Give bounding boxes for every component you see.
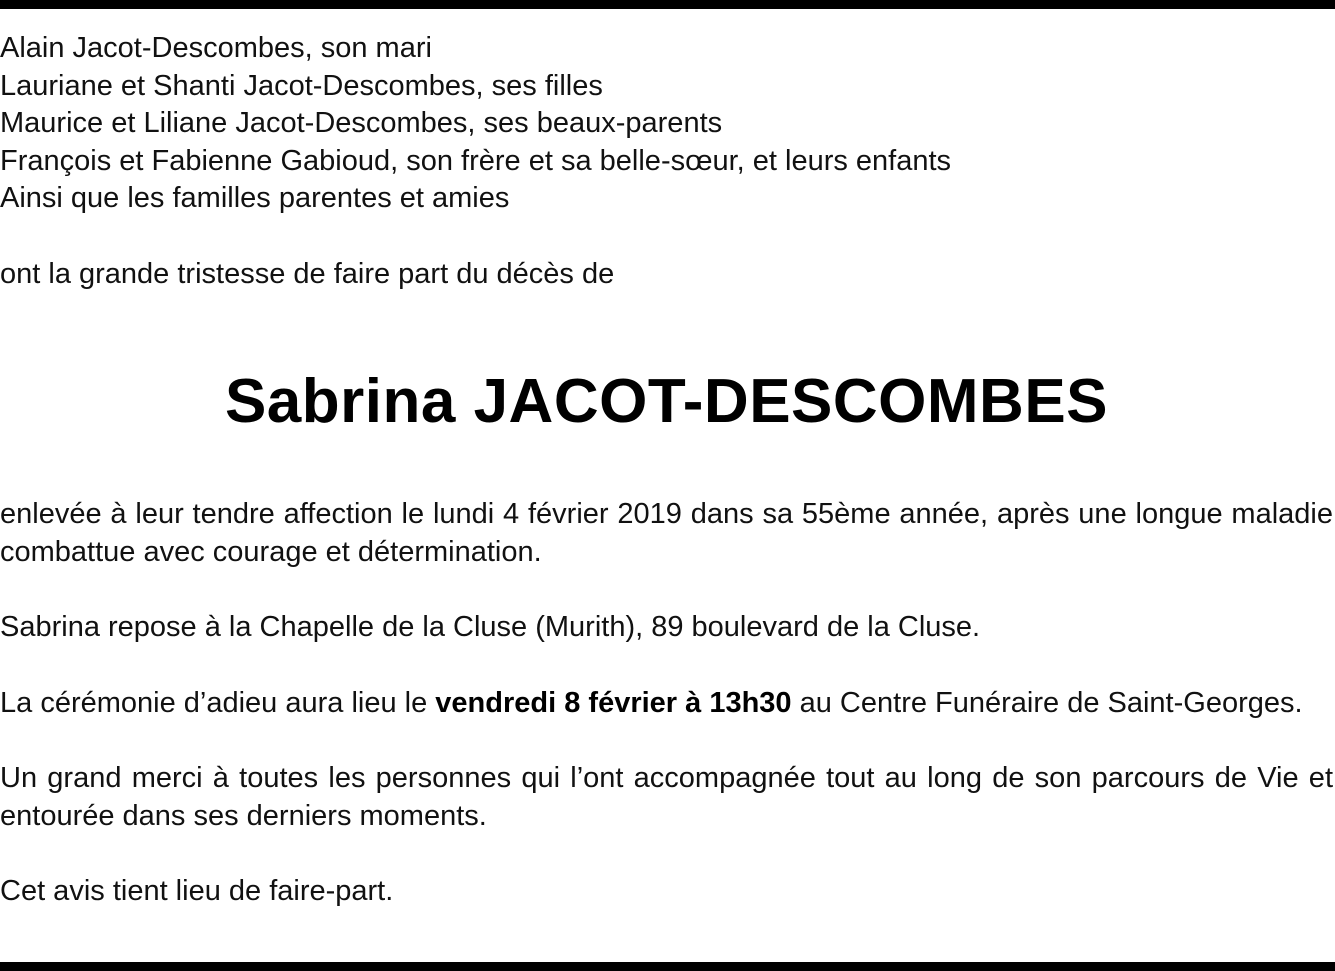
family-line-husband: Alain Jacot-Descombes, son mari — [0, 32, 432, 64]
thanks-paragraph: Un grand merci à toutes les personnes qui l’ont accompagnée tout au long de son parcours de Vie et entourée dans ses derniers moments. — [0, 762, 1333, 832]
family-line-brother: François et Fabienne Gabioud, son frère et sa belle-sœur, et leurs enfants — [0, 144, 952, 177]
bottom-border-rule — [0, 962, 1335, 971]
ceremony-paragraph — [0, 685, 1333, 723]
ceremony-text-after: au Centre Funéraire de Saint-Georges. — [791, 686, 1303, 719]
family-line-parents-in-law: Maurice et Liliane Jacot-Descombes, ses beaux-parents — [0, 107, 723, 139]
deceased-name: Sabrina JACOT-DESCOMBES — [224, 367, 1109, 436]
ceremony-text-before: La cérémonie d’adieu aura lieu le — [0, 686, 436, 719]
closing-line: Cet avis tient lieu de faire-part. — [0, 875, 394, 907]
repose-paragraph: Sabrina repose à la Chapelle de la Cluse (Murith), 89 boulevard de la Cluse. — [0, 611, 981, 643]
family-line-relatives: Ainsi que les familles parentes et amies — [0, 182, 510, 214]
death-notice-paragraph: enlevée à leur tendre affection le lundi 4 février 2019 dans sa 55ème année, après une longue maladie combattue avec courage et détermination. — [0, 498, 1333, 568]
family-list — [0, 30, 1333, 218]
top-border-rule — [0, 0, 1335, 9]
family-line-daughters: Lauriane et Shanti Jacot-Descombes, ses filles — [0, 69, 603, 102]
announcement-intro: ont la grande tristesse de faire part du décès de — [0, 257, 615, 290]
obituary-notice — [0, 30, 1333, 911]
ceremony-date-time: vendredi 8 février à 13h30 — [435, 686, 792, 719]
